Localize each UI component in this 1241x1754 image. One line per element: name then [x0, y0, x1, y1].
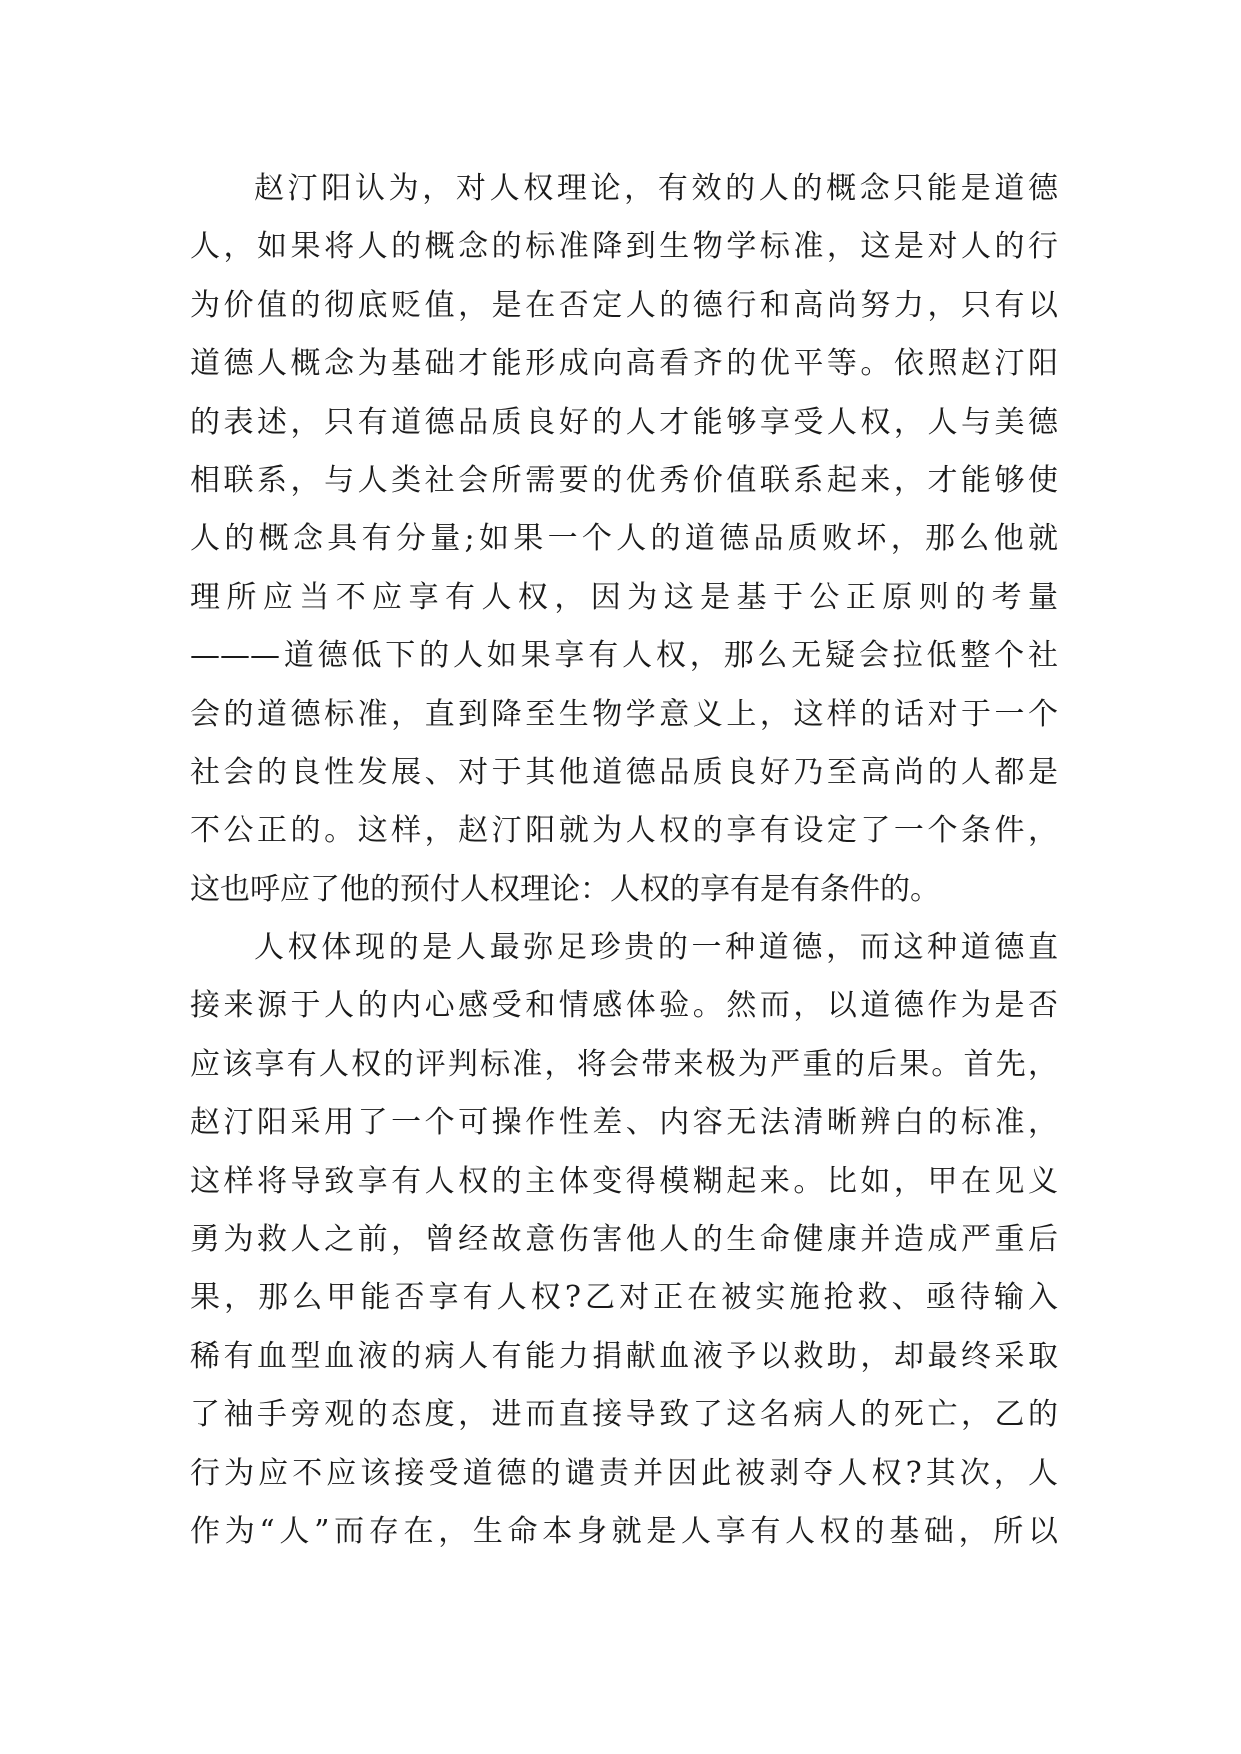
body-text [190, 160, 1058, 1561]
text-line: 应该享有人权的评判标准，将会带来极为严重的后果。首先， [190, 1046, 1058, 1082]
paragraph-1 [190, 160, 1058, 919]
text-line: 这也呼应了他的预付人权理论：人权的享有是有条件的。 [190, 871, 940, 907]
text-line: 赵汀阳认为，对人权理论，有效的人的概念只能是道德 [254, 171, 1058, 206]
text-line: 不公正的。这样，赵汀阳就为人权的享有设定了一个条件， [190, 813, 1058, 849]
text-line: 的表述，只有道德品质良好的人才能够享受人权，人与美德 [190, 404, 1058, 440]
text-line: 人权体现的是人最弥足珍贵的一种道德，而这种道德直 [254, 930, 1058, 966]
text-line: 勇为救人之前，曾经故意伤害他人的生命健康并造成严重后 [190, 1222, 1058, 1258]
text-line: 行为应不应该接受道德的谴责并因此被剥夺人权?其次，人 [190, 1455, 1058, 1491]
text-line: 为价值的彻底贬值，是在否定人的德行和高尚努力，只有以 [190, 287, 1058, 323]
text-line: 果，那么甲能否享有人权?乙对正在被实施抢救、亟待输入 [190, 1280, 1058, 1316]
text-line: 人，如果将人的概念的标准降到生物学标准，这是对人的行 [190, 229, 1058, 265]
text-line: 理所应当不应享有人权，因为这是基于公正原则的考量 [190, 579, 1058, 615]
text-line: ———道德低下的人如果享有人权，那么无疑会拉低整个社 [190, 638, 1058, 674]
text-line: 作为“人”而存在，生命本身就是人享有人权的基础，所以 [190, 1513, 1058, 1549]
text-line: 会的道德标准，直到降至生物学意义上，这样的话对于一个 [190, 696, 1058, 732]
text-line: 赵汀阳采用了一个可操作性差、内容无法清晰辨白的标准， [190, 1105, 1058, 1141]
paragraph-2 [190, 919, 1058, 1561]
text-line: 人的概念具有分量;如果一个人的道德品质败坏，那么他就 [190, 521, 1058, 557]
text-line: 道德人概念为基础才能形成向高看齐的优平等。依照赵汀阳 [190, 346, 1058, 382]
text-line: 社会的良性发展、对于其他道德品质良好乃至高尚的人都是 [190, 754, 1058, 790]
text-line: 接来源于人的内心感受和情感体验。然而，以道德作为是否 [190, 988, 1058, 1024]
text-line: 相联系，与人类社会所需要的优秀价值联系起来，才能够使 [190, 462, 1058, 498]
text-line: 这样将导致享有人权的主体变得模糊起来。比如，甲在见义 [190, 1163, 1058, 1199]
text-line: 了袖手旁观的态度，进而直接导致了这名病人的死亡，乙的 [190, 1397, 1058, 1433]
text-line: 稀有血型血液的病人有能力捐献血液予以救助，却最终采取 [190, 1338, 1058, 1374]
